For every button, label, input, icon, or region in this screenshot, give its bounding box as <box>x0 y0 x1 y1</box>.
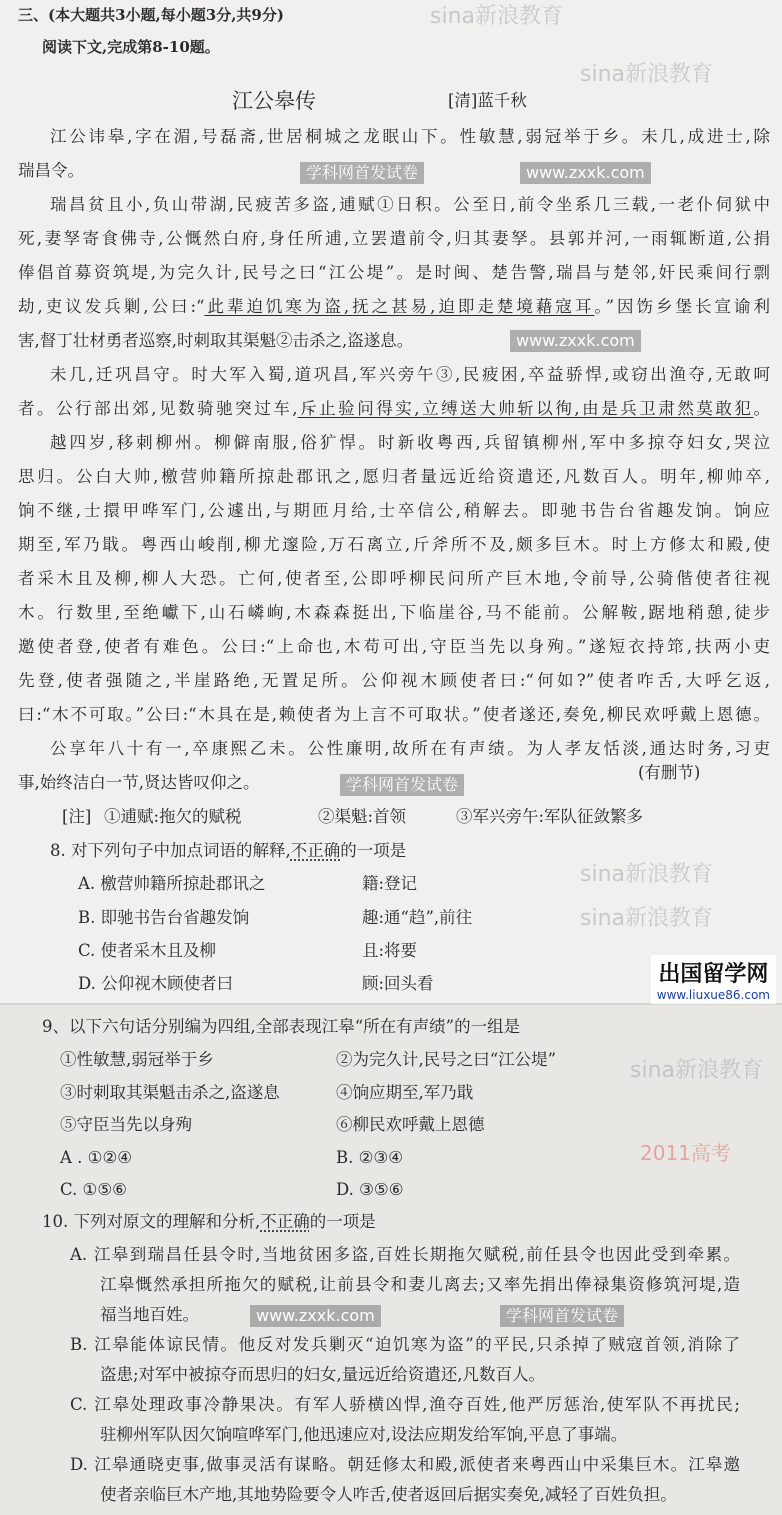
zxxk-url: www.zxxk.com <box>250 1305 381 1327</box>
sina-watermark: sina新浪教育 <box>580 906 713 931</box>
q10-option-continued: 福当地百姓。 <box>100 1305 199 1324</box>
instruction: 阅读下文,完成第8-10题。 <box>42 38 220 56</box>
q9-item-3: ③时刺取其渠魁击杀之,盗遂息 <box>60 1083 280 1102</box>
footnote-3: ③军兴旁午:军队征敛繁多 <box>456 807 644 826</box>
q10-option-continued: 驻柳州军队因欠饷喧哗军门,他迅速应对,设法应期发给军饷,平息了事端。 <box>100 1425 628 1444</box>
passage-text: 。”因饬乡堡长宣谕利 <box>594 297 771 316</box>
passage-text: 。 <box>753 399 770 418</box>
q10-stem-text: 10. 下列对原文的理解和分析, <box>42 1212 261 1231</box>
q10-option: A. 江皋到瑞昌任县令时,当地贫困多盗,百姓长期拖欠赋税,前任县令也因此受到牵累。 <box>70 1245 740 1264</box>
gaokao-watermark: 2011高考 <box>640 1141 731 1165</box>
q9-stem: 9、以下六句话分别编为四组,全部表现江皋“所在有声绩”的一组是 <box>42 1017 521 1036</box>
zxxk-banner: 学科网首发试卷 <box>300 162 424 184</box>
footnote-2: ②渠魁:首领 <box>318 807 407 826</box>
logo-name: 出国留学网 <box>658 962 769 987</box>
q9-item-4: ④饷应期至,军乃戢 <box>336 1083 474 1102</box>
q10-option: C. 江皋处理政事冷静果决。有军人骄横凶悍,渔夺百姓,他严厉惩治,使军队不再扰民; <box>70 1395 740 1414</box>
passage-line: 事,始终洁白一节,贤达皆叹仰之。 <box>18 773 260 792</box>
passage-line: 江公讳皋,字在湄,号磊斋,世居桐城之龙眠山下。性敏慧,弱冠举于乡。未几,成进士,除 <box>50 127 770 146</box>
q8-stem-emphasis: 不正确 <box>290 841 341 860</box>
q9-item-5: ⑤守臣当先以身殉 <box>60 1115 192 1134</box>
q10-option: D. 江皋通晓吏事,做事灵活有谋略。朝廷修太和殿,派使者来粤西山中采集巨木。江皋邀 <box>70 1455 740 1474</box>
q8-option-d: D. 公仰视木顾使者曰 <box>78 974 234 993</box>
passage-line <box>18 296 770 318</box>
passage-line: 瑞昌贫且小,负山带湖,民疲苦多盗,逋赋①日积。公至日,前令坐系几三载,一老仆伺狱中 <box>50 195 770 214</box>
passage-line: 饷不继,士擐甲哗军门,公遽出,与期匝月给,士卒信公,稍解去。即驰书告台省趣发饷。饷应 <box>18 501 770 520</box>
footnote-1: ①逋赋:拖欠的赋税 <box>104 807 242 826</box>
q8-stem-end: 的一项是 <box>340 841 407 860</box>
q9-item-6: ⑥柳民欢呼戴上恩德 <box>336 1115 485 1134</box>
passage-line: 先登,使者强随之,半崖路绝,无置足所。公仰视木顾使者曰:“何如?”使者咋舌,大呼乞返, <box>18 671 770 690</box>
footnote-label: [注] <box>62 807 92 826</box>
passage-author: [清]蓝千秋 <box>448 91 527 110</box>
q10-stem <box>42 1211 376 1233</box>
q10-stem-end: 的一项是 <box>309 1212 376 1231</box>
logo-url: www.liuxue86.com <box>656 988 770 1002</box>
sina-watermark: sina新浪教育 <box>630 1058 763 1083</box>
q9-option-d: D. ③⑤⑥ <box>336 1180 404 1199</box>
q8-gloss-a: 籍:登记 <box>362 874 418 893</box>
passage-line: 瑞昌令。 <box>18 161 84 180</box>
q8-gloss-c: 且:将要 <box>362 941 418 960</box>
underlined-sentence: 此辈迫饥寒为盗,抚之甚易,迫即走楚境藉寇耳 <box>204 297 595 316</box>
q8-gloss-b: 趣:通“趋”,前往 <box>362 908 473 927</box>
passage-line <box>18 398 770 420</box>
q9-item-1: ①性敏慧,弱冠举于乡 <box>60 1050 214 1069</box>
q8-stem <box>50 840 406 862</box>
q9-option-b: B. ②③④ <box>336 1148 403 1167</box>
passage-title: 江公皋传 <box>232 89 316 113</box>
zxxk-url: www.zxxk.com <box>510 330 641 352</box>
passage-line: 者采木且及柳,柳人大恐。亡何,使者至,公即呼柳民问所产巨木地,令前导,公骑偕使者往视 <box>18 569 770 588</box>
passage-line: 公享年八十有一,卒康熙乙未。公性廉明,故所在有声绩。为人孝友恬淡,通达时务,习吏 <box>50 739 770 758</box>
site-logo <box>651 955 776 1004</box>
q8-gloss-d: 顾:回头看 <box>362 974 434 993</box>
zxxk-banner: 学科网首发试卷 <box>500 1305 624 1327</box>
passage-text: 劫,吏议发兵剿,公曰:“ <box>18 297 205 316</box>
sina-watermark: sina新浪教育 <box>430 4 563 29</box>
zxxk-url: www.zxxk.com <box>520 162 651 184</box>
passage-line: 越四岁,移刺柳州。柳僻南服,俗犷悍。时新收粤西,兵留镇柳州,军中多掠夺妇女,哭泣 <box>50 433 770 452</box>
passage-line: 害,督丁壮材勇者巡察,时刺取其渠魁②击杀之,盗遂息。 <box>18 331 414 350</box>
passage-line: 期至,军乃戢。粤西山峻削,柳尤邃险,万石离立,斤斧所不及,颇多巨木。时上方修太和殿,使 <box>18 535 770 554</box>
q9-item-2: ②为完久计,民号之曰“江公堤” <box>336 1050 557 1069</box>
passage-line: 死,妻孥寄食佛寺,公慨然白府,身任所逋,立罢遣前令,归其妻孥。县郭并河,一雨辄断道,公捐 <box>18 229 770 248</box>
q8-option-a: A. 檄营帅籍所掠赴郡讯之 <box>78 874 266 893</box>
q9-option-a: A . ①②④ <box>60 1148 133 1167</box>
q10-stem-emphasis: 不正确 <box>260 1212 310 1231</box>
abridged-note: (有删节) <box>638 763 701 782</box>
passage-line: 俸倡首募资筑堤,为完久计,民号之曰“江公堤”。是时闽、楚告警,瑞昌与楚邻,奸民乘间行剽 <box>18 263 770 282</box>
q10-option-continued: 盗患;对军中被掠夺而思归的妇女,量远近给资遣还,凡数百人。 <box>100 1365 546 1384</box>
sina-watermark: sina新浪教育 <box>580 862 713 887</box>
q10-option-continued: 使者亲临巨木产地,其地势险要令人咋舌,使者返回后据实奏免,减轻了百姓负担。 <box>100 1485 677 1504</box>
zxxk-banner: 学科网首发试卷 <box>340 774 464 796</box>
q9-option-c: C. ①⑤⑥ <box>60 1180 127 1199</box>
underlined-sentence: 斥止验问得实,立缚送大帅斩以徇,由是兵卫肃然莫敢犯 <box>297 399 754 418</box>
passage-text: 者。公行部出郊,见数骑驰突过车, <box>18 399 298 418</box>
passage-line: 木。行数里,至绝巘下,山石嶙峋,木森森挺出,下临崖谷,马不能前。公解鞍,踞地稍憩,徒步 <box>18 603 770 622</box>
passage-line: 曰:“木不可取。”公曰:“木具在是,赖使者为上言不可取状。”使者遂还,奏免,柳民欢呼戴上恩德。 <box>18 705 770 724</box>
q8-stem-text: 8. 对下列句子中加点词语的解释, <box>50 841 291 860</box>
q10-option-continued: 江皋慨然承担所拖欠的赋税,让前县令和妻儿离去;又率先捐出俸禄集资修筑河堤,造 <box>100 1275 740 1294</box>
passage-line: 邀使者登,使者有难色。公曰:“上命也,木苟可出,守臣当先以身殉。”遂短衣持筇,扶两小吏 <box>18 637 770 656</box>
q8-option-b: B. 即驰书告台省趣发饷 <box>78 908 250 927</box>
q8-option-c: C. 使者采木且及柳 <box>78 941 217 960</box>
passage-line: 思归。公白大帅,檄营帅籍所掠赴郡讯之,愿归者量远近给资遣还,凡数百人。明年,柳帅卒, <box>18 467 770 486</box>
q10-option: B. 江皋能体谅民情。他反对发兵剿灭“迫饥寒为盗”的平民,只杀掉了贼寇首领,消除了 <box>70 1335 740 1354</box>
section-header: 三、(本大题共3小题,每小题3分,共9分) <box>18 6 284 24</box>
sina-watermark: sina新浪教育 <box>580 62 713 87</box>
passage-line: 未几,迁巩昌守。时大军入蜀,道巩昌,军兴旁午③,民疲困,卒益骄悍,或窃出渔夺,无敢呵 <box>50 365 770 384</box>
